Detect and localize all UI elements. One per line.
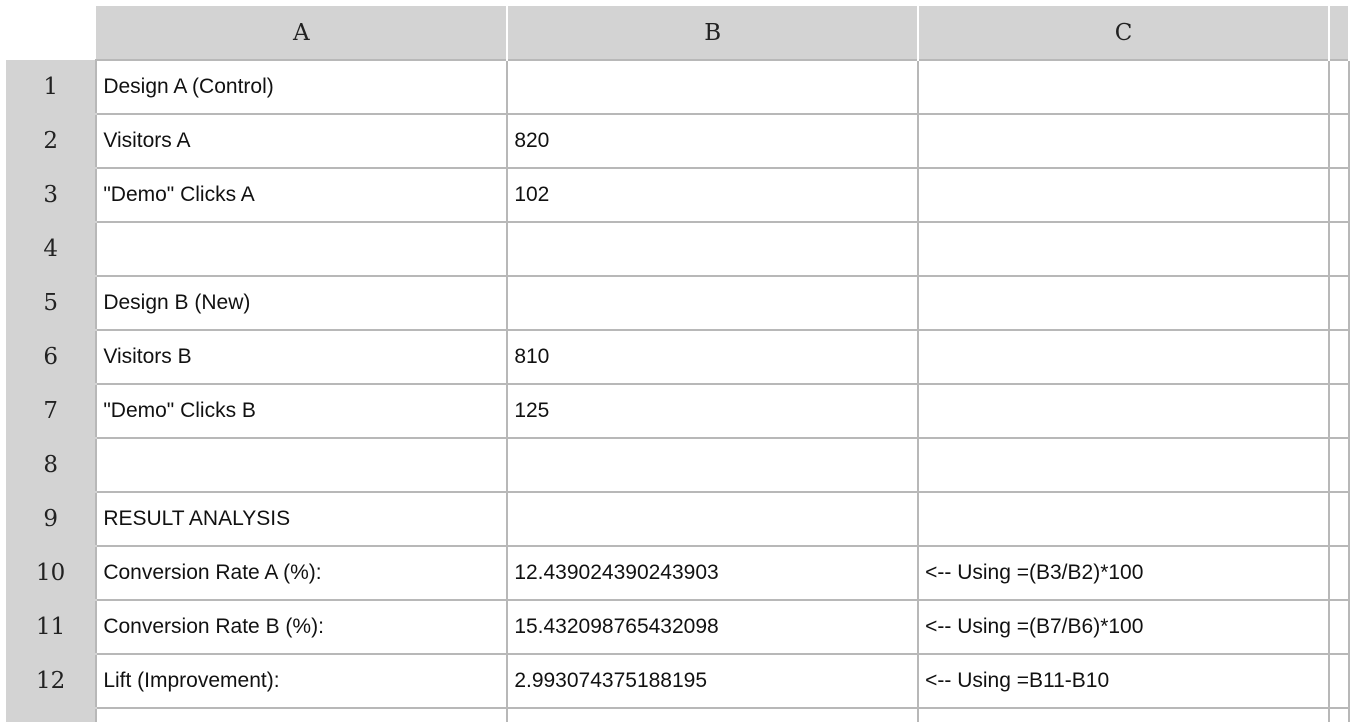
cell-b8[interactable] <box>507 438 918 492</box>
cell-c9[interactable] <box>918 492 1329 546</box>
cell-d2[interactable] <box>1329 114 1349 168</box>
column-header-c[interactable]: C <box>918 6 1329 60</box>
row-header[interactable]: 7 <box>6 384 96 438</box>
column-header-row <box>6 6 1349 60</box>
row-header[interactable]: 8 <box>6 438 96 492</box>
cell-a8[interactable] <box>96 438 507 492</box>
cell-b2[interactable]: 820 <box>507 114 918 168</box>
row-header[interactable] <box>6 708 96 722</box>
cell-c4[interactable] <box>918 222 1329 276</box>
cell-c8[interactable] <box>918 438 1329 492</box>
cell-c6[interactable] <box>918 330 1329 384</box>
cell-c7[interactable] <box>918 384 1329 438</box>
spreadsheet-grid <box>6 6 1350 722</box>
cell-d8[interactable] <box>1329 438 1349 492</box>
cell-d4[interactable] <box>1329 222 1349 276</box>
cell-b13[interactable] <box>507 708 918 722</box>
column-header-d[interactable] <box>1329 6 1349 60</box>
cell-c2[interactable] <box>918 114 1329 168</box>
cell-a5[interactable]: Design B (New) <box>96 276 507 330</box>
table-row <box>6 168 1349 222</box>
row-header[interactable]: 6 <box>6 330 96 384</box>
table-row <box>6 222 1349 276</box>
row-header[interactable]: 11 <box>6 600 96 654</box>
row-header[interactable]: 10 <box>6 546 96 600</box>
table-row <box>6 708 1349 722</box>
row-header[interactable]: 1 <box>6 60 96 114</box>
cell-b5[interactable] <box>507 276 918 330</box>
cell-a9[interactable]: RESULT ANALYSIS <box>96 492 507 546</box>
cell-b11[interactable]: 15.432098765432098 <box>507 600 918 654</box>
cell-a4[interactable] <box>96 222 507 276</box>
cell-d6[interactable] <box>1329 330 1349 384</box>
cell-b4[interactable] <box>507 222 918 276</box>
row-header[interactable]: 3 <box>6 168 96 222</box>
cell-a13[interactable] <box>96 708 507 722</box>
cell-b7[interactable]: 125 <box>507 384 918 438</box>
cell-c10[interactable]: <-- Using =(B3/B2)*100 <box>918 546 1329 600</box>
cell-d9[interactable] <box>1329 492 1349 546</box>
corner-cell[interactable] <box>6 6 96 60</box>
cell-a7[interactable]: "Demo" Clicks B <box>96 384 507 438</box>
table-row <box>6 546 1349 600</box>
cell-d7[interactable] <box>1329 384 1349 438</box>
cell-b6[interactable]: 810 <box>507 330 918 384</box>
cell-b1[interactable] <box>507 60 918 114</box>
table-row <box>6 654 1349 708</box>
cell-a2[interactable]: Visitors A <box>96 114 507 168</box>
table-row <box>6 438 1349 492</box>
cell-a11[interactable]: Conversion Rate B (%): <box>96 600 507 654</box>
cell-d13[interactable] <box>1329 708 1349 722</box>
cell-d12[interactable] <box>1329 654 1349 708</box>
cell-d1[interactable] <box>1329 60 1349 114</box>
cell-d3[interactable] <box>1329 168 1349 222</box>
cell-c13[interactable] <box>918 708 1329 722</box>
cell-c1[interactable] <box>918 60 1329 114</box>
cell-c3[interactable] <box>918 168 1329 222</box>
row-header[interactable]: 12 <box>6 654 96 708</box>
cell-c12[interactable]: <-- Using =B11-B10 <box>918 654 1329 708</box>
row-header[interactable]: 5 <box>6 276 96 330</box>
row-header[interactable]: 9 <box>6 492 96 546</box>
row-header[interactable]: 4 <box>6 222 96 276</box>
cell-a10[interactable]: Conversion Rate A (%): <box>96 546 507 600</box>
column-header-b[interactable]: B <box>507 6 918 60</box>
cell-d5[interactable] <box>1329 276 1349 330</box>
cell-b3[interactable]: 102 <box>507 168 918 222</box>
table-row <box>6 600 1349 654</box>
cell-c5[interactable] <box>918 276 1329 330</box>
table-row <box>6 114 1349 168</box>
table-row <box>6 330 1349 384</box>
table-row <box>6 60 1349 114</box>
row-header[interactable]: 2 <box>6 114 96 168</box>
cell-d10[interactable] <box>1329 546 1349 600</box>
cell-a12[interactable]: Lift (Improvement): <box>96 654 507 708</box>
cell-b10[interactable]: 12.439024390243903 <box>507 546 918 600</box>
table-row <box>6 276 1349 330</box>
table-row <box>6 384 1349 438</box>
cell-a6[interactable]: Visitors B <box>96 330 507 384</box>
table-row <box>6 492 1349 546</box>
cell-b9[interactable] <box>507 492 918 546</box>
cell-d11[interactable] <box>1329 600 1349 654</box>
cell-b12[interactable]: 2.993074375188195 <box>507 654 918 708</box>
cell-a3[interactable]: "Demo" Clicks A <box>96 168 507 222</box>
cell-a1[interactable]: Design A (Control) <box>96 60 507 114</box>
column-header-a[interactable]: A <box>96 6 507 60</box>
cell-c11[interactable]: <-- Using =(B7/B6)*100 <box>918 600 1329 654</box>
